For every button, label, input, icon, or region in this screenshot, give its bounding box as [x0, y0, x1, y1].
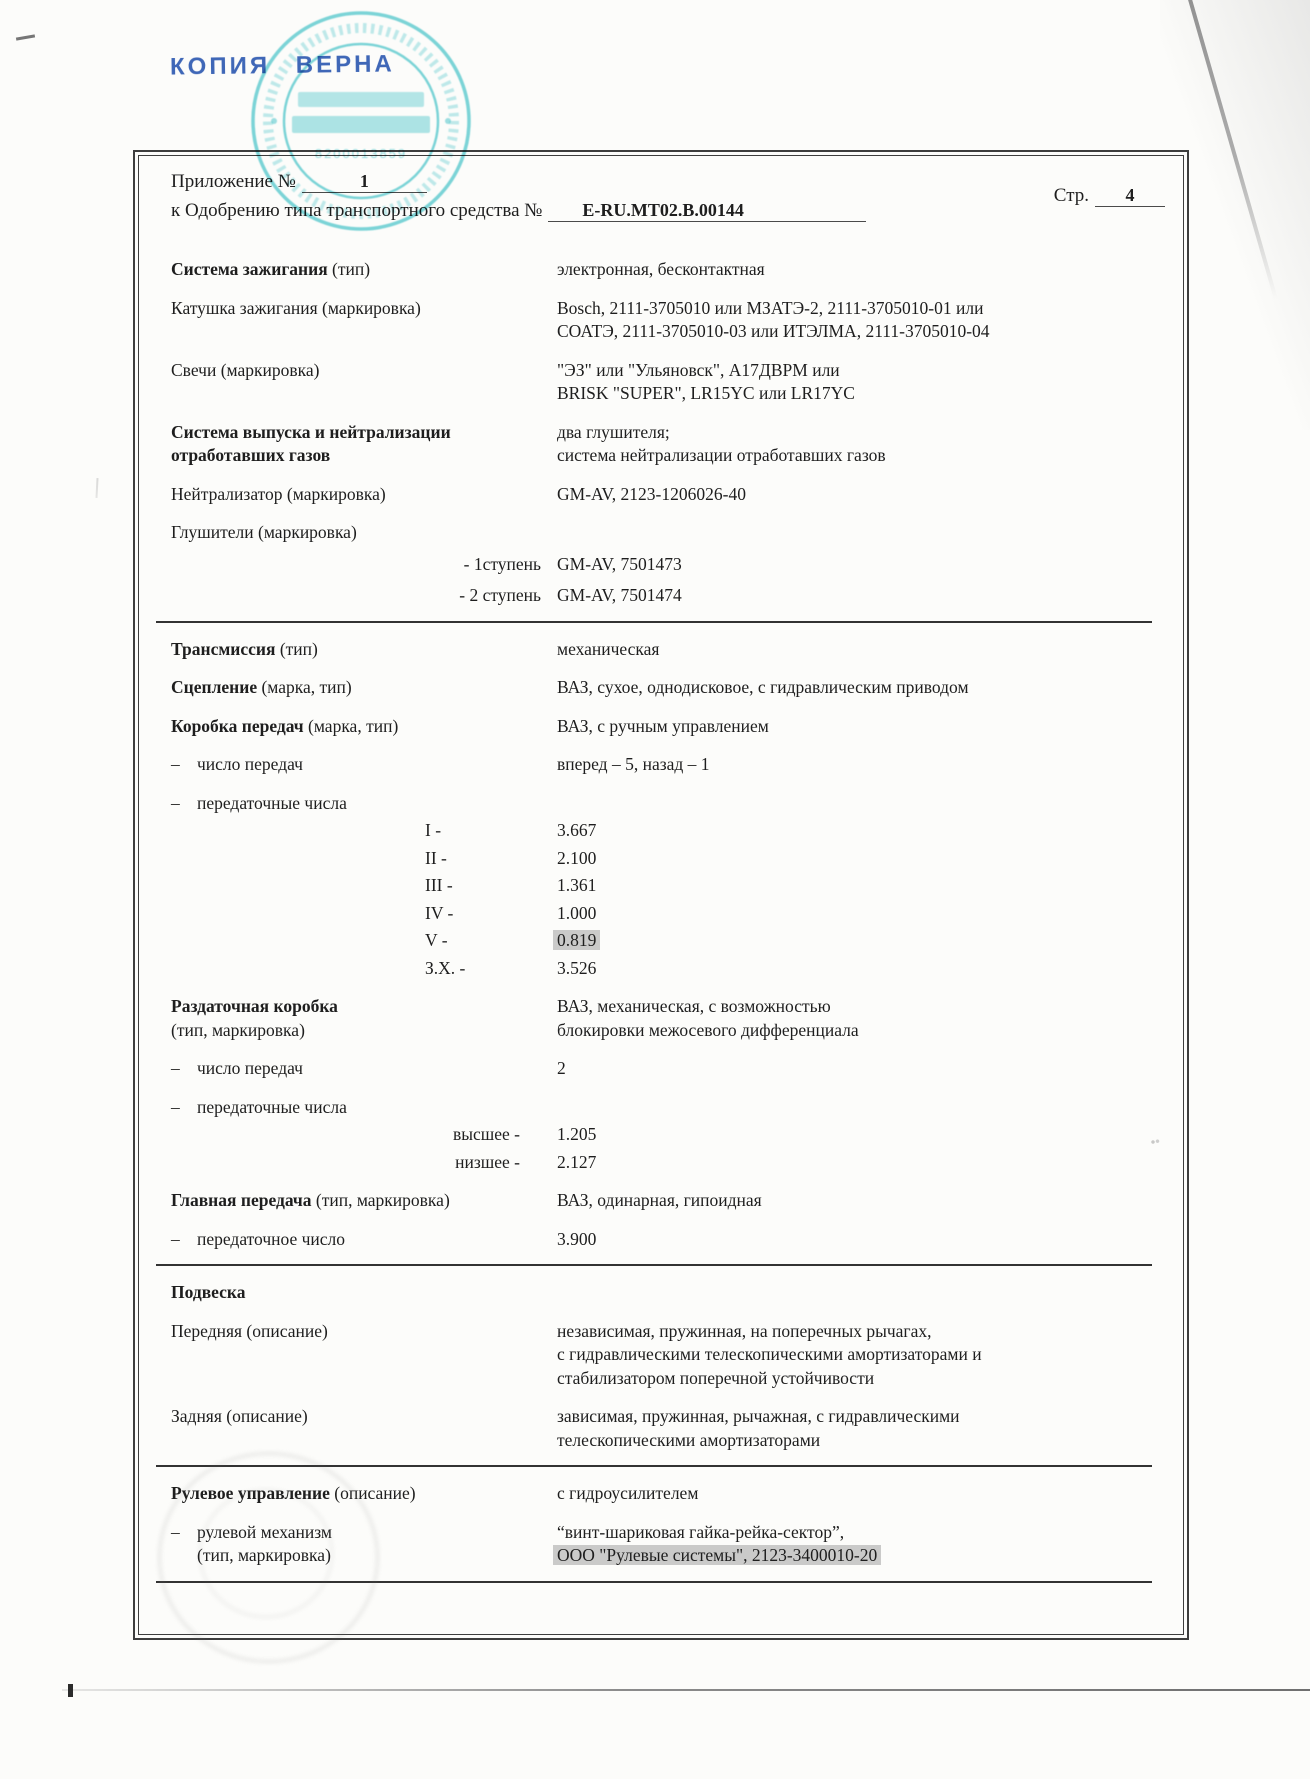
approval-number-field	[548, 200, 866, 222]
row-label-text: число передач	[197, 754, 303, 774]
row-label-text: - 2 ступень	[459, 585, 541, 605]
row-label-text: Свечи (маркировка)	[171, 359, 320, 380]
page-number-area	[1054, 185, 1165, 207]
table-row	[171, 715, 1169, 739]
row-label-text: (тип)	[327, 259, 371, 279]
faint-stamp-impression	[158, 1452, 379, 1663]
table-row	[171, 676, 1169, 700]
row-label-line2: (тип, маркировка)	[197, 1545, 331, 1565]
row-label-text: III -	[425, 875, 453, 895]
row-value	[557, 584, 1169, 608]
row-label-text: IV -	[425, 902, 454, 923]
row-label-bold: Главная передача	[171, 1190, 312, 1210]
row-value-text: два глушителя;	[557, 421, 670, 442]
row-label	[171, 1123, 557, 1147]
row-label	[171, 584, 557, 608]
round-ink-stamp	[246, 6, 476, 236]
row-value-text: механическая	[557, 638, 660, 659]
row-value-text: ВАЗ, с ручным управлением	[557, 715, 769, 736]
table-row	[171, 359, 1169, 406]
row-label-text: передаточные числа	[197, 792, 347, 813]
row-label	[171, 1057, 557, 1081]
row-value	[557, 1482, 1169, 1506]
row-value-text: GM-AV, 7501474	[557, 585, 682, 605]
row-label	[171, 1281, 557, 1305]
scan-tick-mark	[68, 1684, 73, 1697]
page-number-field	[1095, 185, 1165, 207]
page-label: Стр.	[1053, 185, 1089, 206]
row-label-text: V -	[425, 930, 448, 950]
row-value-text: с гидравлическими телескопическими амортизаторами и	[557, 1344, 982, 1364]
table-row	[171, 1057, 1169, 1081]
row-value-text: 1.000	[557, 902, 597, 923]
row-value	[557, 1281, 1169, 1305]
row-label-text: (описание)	[329, 1483, 416, 1503]
section-divider	[156, 621, 1152, 623]
row-value	[557, 359, 1169, 406]
row-value	[557, 1521, 1169, 1568]
row-label-text: передаточное число	[197, 1228, 346, 1249]
row-label-bold: Трансмиссия	[171, 638, 276, 659]
row-value	[557, 1189, 1169, 1213]
row-value-text: 3.526	[557, 957, 597, 978]
row-value	[557, 929, 1169, 953]
table-row	[171, 1405, 1169, 1452]
row-value-text: BRISK "SUPER", LR15YC или LR17YC	[557, 383, 855, 403]
row-value-text: 2	[557, 1058, 566, 1078]
table-row	[171, 792, 1169, 816]
table-row	[171, 1123, 1169, 1147]
row-label	[171, 929, 557, 953]
row-value-text: Bosch, 2111-3705010 или МЗАТЭ-2, 2111-3705010-01 или	[557, 297, 984, 318]
row-label	[171, 995, 557, 1042]
row-value	[557, 638, 1169, 662]
dash-bullet: –	[171, 792, 180, 813]
row-label	[171, 1151, 557, 1175]
table-row	[171, 521, 1169, 545]
row-value-text: 0.819	[553, 930, 600, 950]
specification-table	[171, 258, 1169, 1583]
row-value	[557, 258, 1169, 282]
row-value-text: “винт-шариковая гайка-рейка-сектор”,	[557, 1521, 845, 1542]
table-row	[171, 753, 1169, 777]
row-value	[557, 753, 1169, 777]
row-value-text: электронная, бесконтактная	[557, 259, 765, 279]
row-value	[557, 521, 1169, 545]
row-label-text: рулевой механизм	[197, 1521, 333, 1542]
row-label	[171, 902, 557, 926]
table-row	[171, 584, 1169, 608]
table-row	[171, 995, 1169, 1042]
row-value	[557, 1123, 1169, 1147]
table-row	[171, 638, 1169, 662]
row-value	[557, 483, 1169, 507]
row-label-text: (марка, тип)	[303, 715, 399, 736]
row-label	[171, 874, 557, 898]
row-label-text: (тип, маркировка)	[311, 1190, 450, 1210]
table-row	[171, 1228, 1169, 1252]
row-value	[557, 421, 1169, 468]
row-value-text: СОАТЭ, 2111-3705010-03 или ИТЭЛМА, 2111-3705010-04	[557, 321, 990, 341]
table-row	[171, 1189, 1169, 1213]
section-divider	[156, 1264, 1152, 1266]
row-label	[171, 421, 557, 468]
row-label-text: Передняя (описание)	[171, 1320, 328, 1341]
row-label-text: Глушители (маркировка)	[171, 522, 357, 542]
row-value-text: GM-AV, 7501473	[557, 553, 682, 574]
row-value-text: 2.100	[557, 847, 597, 868]
appendix-number: 1	[359, 171, 369, 191]
row-label-text: I -	[425, 820, 442, 840]
table-row	[171, 1281, 1169, 1305]
table-row	[171, 874, 1169, 898]
table-row	[171, 957, 1169, 981]
row-label	[171, 297, 557, 344]
row-label	[171, 753, 557, 777]
table-row	[171, 297, 1169, 344]
table-row	[171, 1151, 1169, 1175]
row-label-bold: Рулевое управление	[171, 1483, 330, 1503]
row-label	[171, 638, 557, 662]
table-row	[171, 902, 1169, 926]
row-label-text: З.Х. -	[425, 957, 466, 978]
table-row	[171, 483, 1169, 507]
row-value-text: 3.900	[557, 1228, 597, 1249]
approval-number: E-RU.MT02.B.00144	[582, 200, 744, 220]
row-label	[171, 1228, 557, 1252]
row-label-text: - 1ступень	[463, 553, 541, 574]
table-row	[171, 1096, 1169, 1120]
row-value	[557, 1228, 1169, 1252]
row-value	[557, 995, 1169, 1042]
row-value	[557, 297, 1169, 344]
row-label-bold: Коробка передач	[171, 715, 304, 736]
row-label-bold: Подвеска	[171, 1282, 246, 1302]
approval-label: к Одобрению типа транспортного средства №	[171, 200, 543, 221]
round-stamp-graphic	[246, 6, 476, 236]
row-label	[171, 676, 557, 700]
row-value	[557, 819, 1169, 843]
row-label	[171, 847, 557, 871]
row-value	[557, 792, 1169, 816]
row-label-line2: (тип, маркировка)	[171, 1019, 305, 1040]
dash-bullet: –	[171, 1521, 180, 1542]
row-value	[557, 715, 1169, 739]
row-label-text: Задняя (описание)	[171, 1406, 308, 1426]
round-stamp-serial: 8200013859	[314, 146, 408, 161]
row-label-line2: отработавших газов	[171, 445, 331, 465]
row-value-text: "ЭЗ" или "Ульяновск", А17ДВРМ или	[557, 359, 840, 380]
row-label	[171, 1320, 557, 1391]
row-label	[171, 792, 557, 816]
row-value	[557, 1151, 1169, 1175]
faint-stamp-inner-ring	[199, 1489, 333, 1618]
row-label-bold: Сцепление	[171, 677, 258, 697]
row-value-text: 1.361	[557, 875, 597, 895]
row-value	[557, 874, 1169, 898]
row-label-bold: Система зажигания	[171, 259, 328, 279]
row-value-text: зависимая, пружинная, рычажная, с гидравлическими	[557, 1406, 960, 1426]
row-value	[557, 957, 1169, 981]
table-row	[171, 258, 1169, 282]
row-label	[171, 715, 557, 739]
row-value-text: телескопическими амортизаторами	[557, 1429, 821, 1450]
row-value	[557, 676, 1169, 700]
row-label-bold: Раздаточная коробка	[171, 996, 338, 1016]
row-label	[171, 819, 557, 843]
row-label	[171, 1189, 557, 1213]
page-bottom-edge-line	[62, 1689, 1310, 1691]
row-label-text: II -	[425, 847, 447, 868]
table-row	[171, 847, 1169, 871]
row-value-text: вперед – 5, назад – 1	[557, 754, 710, 774]
row-value-text: ООО "Рулевые системы", 2123-3400010-20	[553, 1545, 881, 1565]
row-value-text: 3.667	[557, 820, 597, 840]
row-label	[171, 553, 557, 577]
dash-bullet: –	[171, 754, 180, 774]
dash-bullet: –	[171, 1058, 180, 1078]
row-label-text: Нейтрализатор (маркировка)	[171, 483, 386, 504]
table-row	[171, 929, 1169, 953]
row-label	[171, 1405, 557, 1452]
row-label	[171, 483, 557, 507]
copy-verna-stamp: КОПИЯ ВЕРНА	[169, 50, 395, 81]
row-label	[171, 1096, 557, 1120]
row-value-text: 2.127	[557, 1151, 597, 1172]
row-label-text: число передач	[197, 1058, 303, 1078]
table-row	[171, 1320, 1169, 1391]
row-value-text: ВАЗ, одинарная, гипоидная	[557, 1190, 762, 1210]
row-label	[171, 258, 557, 282]
document-content-area	[138, 155, 1184, 1635]
row-value-text: ВАЗ, сухое, однодисковое, с гидравлическим приводом	[557, 677, 969, 697]
row-value-text: GM-AV, 2123-1206026-40	[557, 483, 746, 504]
scan-corner-mark	[16, 34, 35, 40]
appendix-label: Приложение №	[171, 171, 296, 192]
row-label	[171, 521, 557, 545]
row-value	[557, 1057, 1169, 1081]
row-value	[557, 1320, 1169, 1391]
row-label-text: низшее -	[455, 1151, 520, 1172]
row-value-text: 1.205	[557, 1124, 597, 1144]
row-value	[557, 902, 1169, 926]
scan-speck	[95, 478, 98, 498]
row-value	[557, 1405, 1169, 1452]
row-value-text: ВАЗ, механическая, с возможностью	[557, 996, 831, 1016]
page-number: 4	[1125, 185, 1135, 205]
row-value	[557, 1096, 1169, 1120]
row-value-text: с гидроусилителем	[557, 1483, 699, 1503]
document-border-frame	[133, 150, 1189, 1640]
row-value-text: стабилизатором поперечной устойчивости	[557, 1367, 875, 1388]
row-value	[557, 847, 1169, 871]
row-value-text: система нейтрализации отработавших газов	[557, 445, 886, 465]
row-value-text: независимая, пружинная, на поперечных рычагах,	[557, 1320, 932, 1341]
row-label-bold: Система выпуска и нейтрализации	[171, 421, 451, 442]
row-label-text: (марка, тип)	[257, 677, 352, 697]
row-label	[171, 359, 557, 406]
row-label-text: Катушка зажигания (маркировка)	[171, 297, 421, 318]
table-row	[171, 421, 1169, 468]
row-value-text: блокировки межосевого дифференциала	[557, 1019, 859, 1040]
row-label-text: передаточные числа	[197, 1096, 347, 1117]
row-label-text: высшее -	[452, 1124, 520, 1144]
row-label	[171, 957, 557, 981]
table-row	[171, 819, 1169, 843]
row-label-text: (тип)	[275, 638, 318, 659]
table-row	[171, 553, 1169, 577]
row-value	[557, 553, 1169, 577]
dash-bullet: –	[171, 1096, 180, 1117]
dash-bullet: –	[171, 1228, 180, 1249]
